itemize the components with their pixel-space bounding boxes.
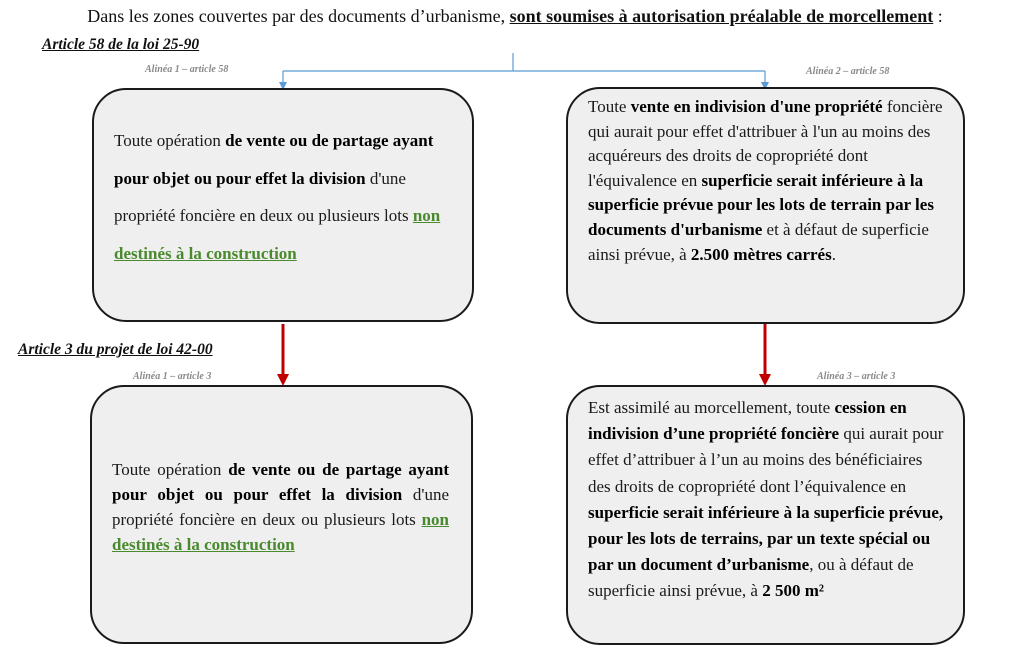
- box-1-green-part: non destinés à la construction: [114, 206, 441, 263]
- box-1-text-part: Toute opération: [114, 131, 226, 150]
- box-2-text-part: .: [831, 244, 836, 264]
- box-4-bold-part: 2 500 m²: [762, 581, 824, 601]
- title-intro: Dans les zones couvertes par des documents d’urbanisme,: [87, 6, 506, 26]
- split-connector: [283, 53, 765, 86]
- box-alinea-1-art-58: [92, 88, 474, 322]
- box-4-bold-part: cession en indivision d’une propriété foncière: [588, 398, 907, 444]
- title-emphasis: sont soumises à autorisation préalable de morcellement: [509, 6, 934, 26]
- box-4-text: [588, 395, 949, 605]
- box-2-text-part: et à défaut de superficie ainsi prévue, à: [588, 219, 929, 264]
- title-colon: :: [933, 6, 943, 26]
- article-3-label: Article 3 du projet de loi 42-00: [18, 341, 213, 358]
- box-alinea-2-art-58: [566, 87, 965, 324]
- box-3-bold-part: de vente ou de partage ayant pour objet ou pour effet la division: [112, 460, 450, 504]
- alinea-3-3-label: Alinéa 3 – article 3: [817, 371, 896, 382]
- box-2-bold-part: vente en indivision d'une propriété: [630, 97, 883, 116]
- alinea-2-58-label: Alinéa 2 – article 58: [806, 66, 890, 77]
- box-2-bold-part: 2.500 mètres carrés: [690, 244, 832, 264]
- box-4-text-part: qui aurait pour effet d’attribuer à l’un au moins des bénéficiaires des droits de copropriété dont l’équivalence en: [588, 424, 944, 496]
- box-2-bold-part: superficie serait inférieure à la superficie prévue pour les lots de terrain par les documents d'urbanisme: [588, 170, 934, 239]
- box-3-text-part: Toute opération: [112, 460, 229, 479]
- article-58-label: Article 58 de la loi 25-90: [42, 36, 200, 53]
- box-3-text: [112, 457, 449, 557]
- box-2-text: [588, 95, 949, 267]
- box-1-text-part: d'une propriété foncière en deux ou plusieurs lots: [114, 168, 413, 225]
- box-3-green-part: non destinés à la construction: [112, 510, 449, 554]
- page-title: [60, 4, 970, 28]
- alinea-1-3-label: Alinéa 1 – article 3: [133, 371, 212, 382]
- box-1-bold-part: de vente ou de partage ayant pour objet ou pour effet la division: [114, 131, 434, 188]
- box-1-text: [114, 122, 454, 272]
- box-4-bold-part: superficie serait inférieure à la superficie prévue, pour les lots de terrains, par un texte spécial ou par un document d’urbanisme: [588, 502, 944, 575]
- box-alinea-3-art-3: [566, 385, 965, 645]
- box-2-text-part: foncière qui aurait pour effet d'attribuer à l'un au moins des acquéreurs des droits de copropriété dont l'équivalence en: [588, 97, 943, 190]
- box-3-text-part: d'une propriété foncière en deux ou plusieurs lots: [112, 485, 449, 529]
- box-4-text-part: , ou à défaut de superficie ainsi prévue, à: [588, 555, 914, 601]
- alinea-1-58-label: Alinéa 1 – article 58: [145, 64, 229, 75]
- box-4-text-part: Est assimilé au morcellement, toute: [588, 398, 835, 417]
- box-2-text-part: Toute: [588, 97, 631, 116]
- box-alinea-1-art-3: [90, 385, 473, 644]
